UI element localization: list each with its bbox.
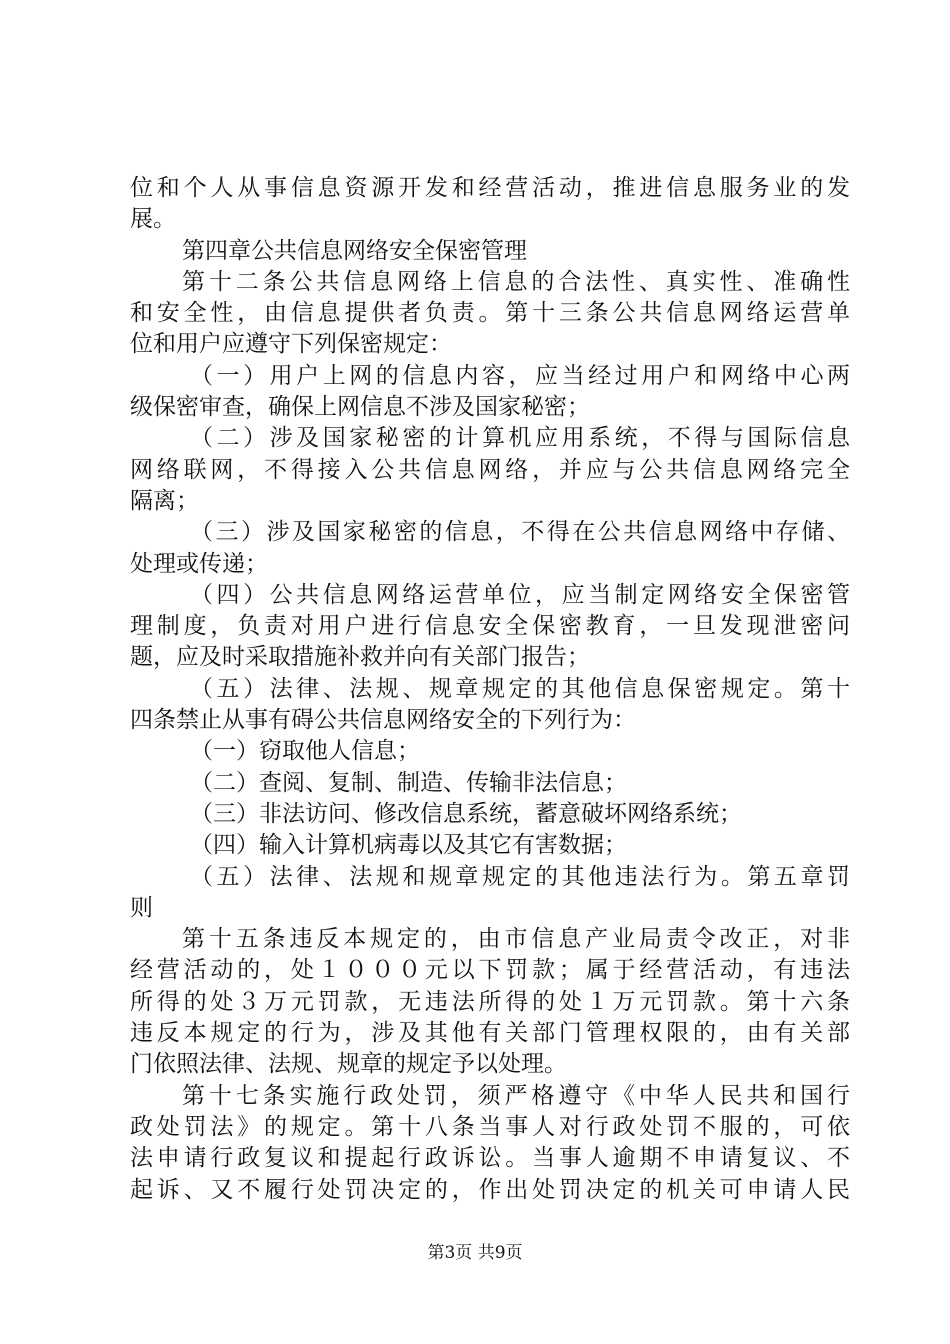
text-line: （五）法律、法规和规章规定的其他违法行为。第五章罚 (190, 863, 850, 890)
text-line: 处理或传递； (130, 550, 268, 577)
text-line: 门依照法律、法规、规章的规定予以处理。 (130, 1051, 567, 1078)
text-line: 第十五条违反本规定的，由市信息产业局责令改正，对非 (182, 926, 850, 953)
text-line: 位和个人从事信息资源开发和经营活动，推进信息服务业的发 (130, 175, 850, 201)
text-line: 起诉、又不履行处罚决定的，作出处罚决定的机关可申请人民 (130, 1176, 850, 1203)
text-line: 则 (130, 894, 153, 921)
text-line: （一）用户上网的信息内容，应当经过用户和网络中心两 (190, 362, 850, 389)
text-line: 展。 (130, 206, 176, 233)
text-line: 隔离； (130, 487, 199, 514)
text-line: （一）窃取他人信息； (190, 738, 420, 765)
text-line: 法申请行政复议和提起行政诉讼。当事人逾期不申请复议、不 (130, 1145, 850, 1172)
text-line: 理制度，负责对用户进行信息安全保密教育，一旦发现泄密问 (130, 613, 850, 640)
text-line: （三）非法访问、修改信息系统，蓄意破坏网络系统； (190, 800, 742, 827)
text-line: 四条禁止从事有碍公共信息网络安全的下列行为： (130, 707, 636, 734)
text-line: 经营活动的，处１０００元以下罚款；属于经营活动，有违法 (130, 957, 850, 984)
text-line: （四）输入计算机病毒以及其它有害数据； (190, 832, 627, 859)
text-line: （三）涉及国家秘密的信息，不得在公共信息网络中存储、 (190, 519, 850, 546)
text-line: （四）公共信息网络运营单位，应当制定网络安全保密管 (190, 581, 850, 608)
text-line: 位和用户应遵守下列保密规定： (130, 331, 452, 358)
text-line: 所得的处３万元罚款，无违法所得的处１万元罚款。第十六条 (130, 988, 850, 1015)
text-line: 和安全性，由信息提供者负责。第十三条公共信息网络运营单 (130, 300, 850, 327)
text-line: 违反本规定的行为，涉及其他有关部门管理权限的，由有关部 (130, 1020, 850, 1047)
document-body (130, 173, 850, 1206)
text-line: 政处罚法》的规定。第十八条当事人对行政处罚不服的，可依 (130, 1113, 850, 1140)
text-line: 网络联网，不得接入公共信息网络，并应与公共信息网络完全 (130, 456, 850, 483)
text-line: 级保密审查，确保上网信息不涉及国家秘密； (130, 394, 590, 421)
text-line: （五）法律、法规、规章规定的其他信息保密规定。第十 (190, 675, 850, 702)
text-line: 题，应及时采取措施补救并向有关部门报告； (130, 644, 590, 671)
text-line: 第十二条公共信息网络上信息的合法性、真实性、准确性 (182, 268, 850, 295)
text-line: （二）查阅、复制、制造、传输非法信息； (190, 769, 627, 796)
text-line: 第十七条实施行政处罚，须严格遵守《中华人民共和国行 (182, 1082, 850, 1109)
chapter-heading: 第四章公共信息网络安全保密管理 (182, 237, 527, 264)
text-line: （二）涉及国家秘密的计算机应用系统，不得与国际信息 (190, 425, 850, 452)
page-number-footer: 第3页 共9页 (427, 1243, 523, 1263)
